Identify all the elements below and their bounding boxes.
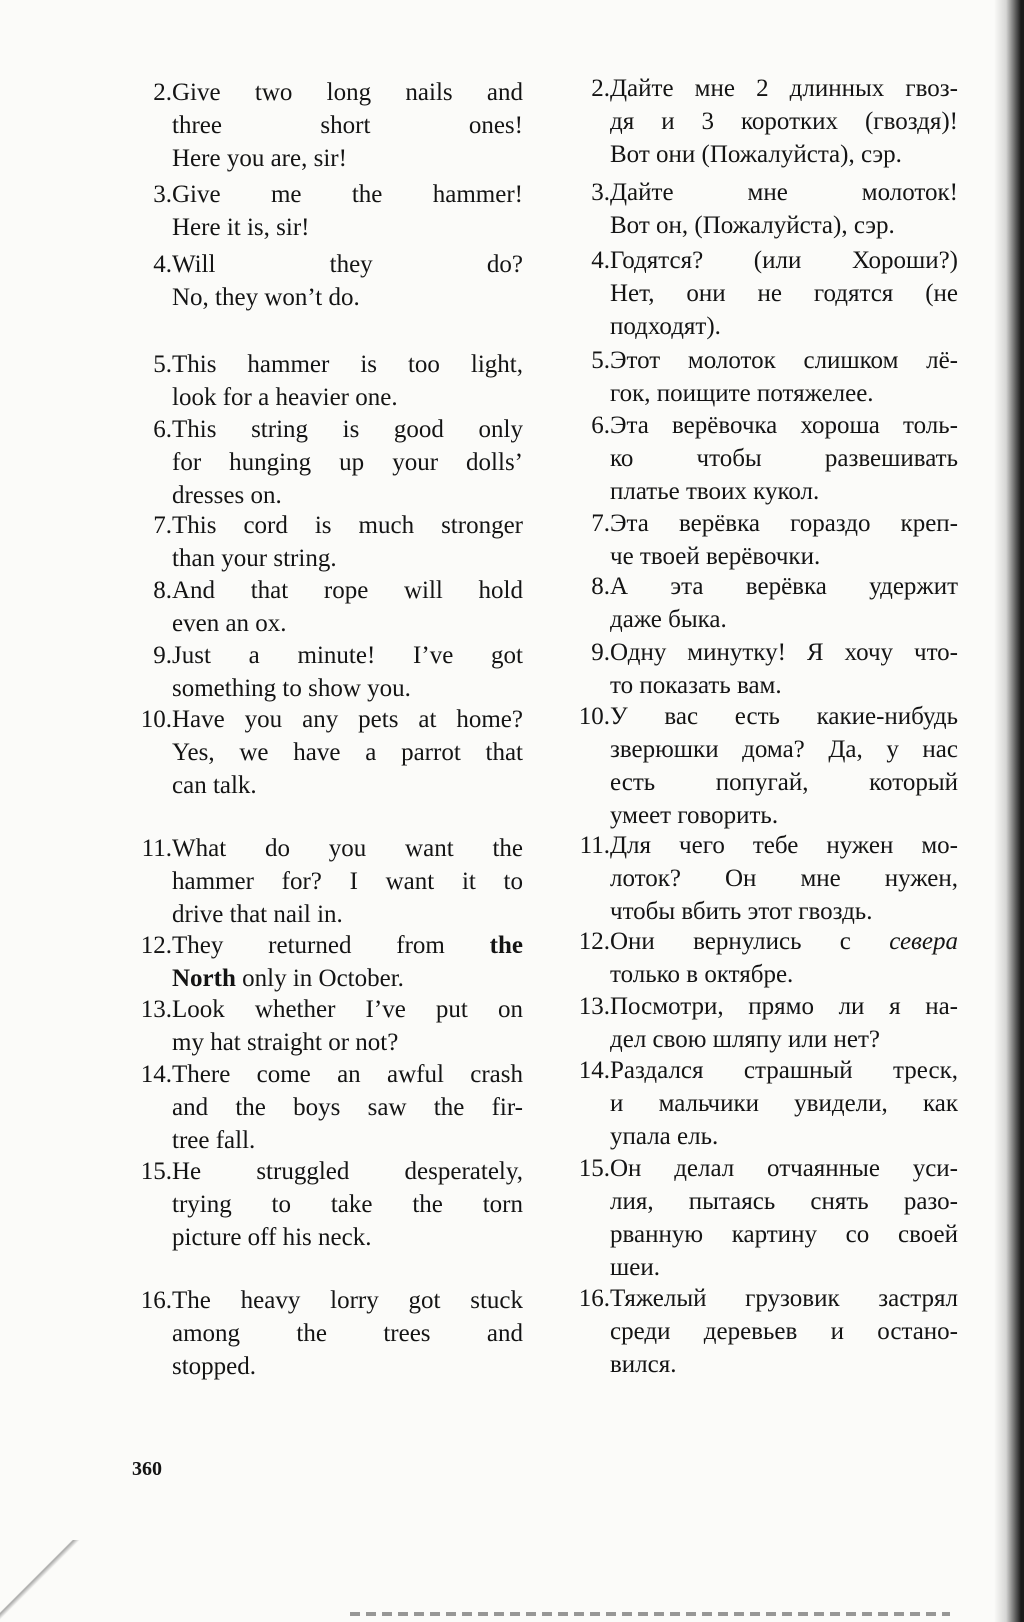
text-line: упала ель. <box>610 1123 719 1150</box>
text-line: tree fall. <box>172 1127 256 1154</box>
entry-number: 3. <box>591 179 610 206</box>
entry-text <box>172 832 523 931</box>
text-line: among the trees and <box>172 1320 523 1347</box>
text-line: шеи. <box>610 1254 660 1281</box>
entry-number: 6. <box>591 412 610 439</box>
entry-text <box>172 178 523 244</box>
entry-text <box>610 344 958 410</box>
entry-text <box>172 1284 523 1383</box>
text-line: and the boys saw the fir- <box>172 1094 523 1121</box>
entry-text <box>610 507 958 573</box>
text-line: лоток? Он мне нужен, <box>610 865 958 892</box>
entry-number: 8. <box>153 577 172 604</box>
entry-text <box>172 574 523 640</box>
text-line: They returned from the <box>172 932 523 959</box>
entry-text <box>610 1054 958 1153</box>
entry-text <box>172 248 523 314</box>
entry-text <box>610 925 958 991</box>
text-line: look for a heavier one. <box>172 384 398 411</box>
text-line: Они вернулись с севера <box>610 928 958 955</box>
text-line: my hat straight or not? <box>172 1029 399 1056</box>
text-line: ко чтобы развешивать <box>610 445 958 472</box>
text-line: This hammer is too light, <box>172 351 523 378</box>
entry-number: 16. <box>578 1285 610 1312</box>
text-line: No, they won’t do. <box>172 284 360 311</box>
text-line: подходят). <box>610 313 721 340</box>
entry-number: 8. <box>591 573 610 600</box>
entry-text <box>610 409 958 508</box>
entry-text <box>610 1152 958 1284</box>
entry-number: 7. <box>153 512 172 539</box>
text-line: Give me the hammer! <box>172 181 523 208</box>
text-line: Эта верёвочка хороша толь- <box>610 412 958 439</box>
text-line: dresses on. <box>172 482 282 509</box>
entry-number: 13. <box>578 993 610 1020</box>
entry-number: 9. <box>153 642 172 669</box>
entry-number: 4. <box>591 247 610 274</box>
text-line: Эта верёвка гораздо креп- <box>610 510 958 537</box>
text-line: Вот они (Пожалуйста), сэр. <box>610 141 902 168</box>
text-line: Годятся? (или Хороши?) <box>610 247 958 274</box>
entry-number: 12. <box>140 932 172 959</box>
text-line: Нет, они не годятся (не <box>610 280 958 307</box>
entry-number: 9. <box>591 639 610 666</box>
text-line: He struggled desperately, <box>172 1158 523 1185</box>
text-line: Посмотри, прямо ли я на- <box>610 993 958 1020</box>
text-line: And that rope will hold <box>172 577 523 604</box>
text-line: Yes, we have a parrot that <box>172 739 523 766</box>
scan-smudge <box>350 1612 950 1616</box>
page-number: 360 <box>132 1458 162 1480</box>
entry-text <box>610 570 958 636</box>
entry-number: 3. <box>153 181 172 208</box>
text-line: дя и 3 коротких (гвоздя)! <box>610 108 958 135</box>
entry-text <box>172 1155 523 1254</box>
text-line: дел свою шляпу или нет? <box>610 1026 881 1053</box>
text-line: North only in October. <box>172 965 404 992</box>
entry-number: 5. <box>153 351 172 378</box>
entry-text <box>610 176 958 242</box>
entry-text <box>172 639 523 705</box>
entry-text <box>610 990 958 1056</box>
entry-text <box>172 76 523 175</box>
entry-number: 7. <box>591 510 610 537</box>
text-line: гок, поищите потяжелее. <box>610 380 874 407</box>
text-line: только в октябре. <box>610 961 794 988</box>
text-line: есть попугай, который <box>610 769 958 796</box>
text-line: drive that nail in. <box>172 901 343 928</box>
text-line: than your string. <box>172 545 337 572</box>
text-line: hammer for? I want it to <box>172 868 523 895</box>
text-line: This string is good only <box>172 416 523 443</box>
text-line: че твоей верёвочки. <box>610 543 821 570</box>
text-line: stopped. <box>172 1353 257 1380</box>
entry-text <box>172 993 523 1059</box>
entry-number: 15. <box>578 1155 610 1182</box>
text-line: Дайте мне молоток! <box>610 179 958 206</box>
text-line: и мальчики увидели, как <box>610 1090 958 1117</box>
entry-text <box>610 244 958 343</box>
text-line: Here it is, sir! <box>172 214 310 241</box>
entry-number: 15. <box>140 1158 172 1185</box>
entry-text <box>610 700 958 832</box>
entry-text <box>610 72 958 171</box>
entry-number: 13. <box>140 996 172 1023</box>
text-line: This cord is much stronger <box>172 512 523 539</box>
text-line: Он делал отчаянные уси- <box>610 1155 958 1182</box>
text-line: something to show you. <box>172 675 411 702</box>
text-line: What do you want the <box>172 835 523 862</box>
text-line: Для чего тебе нужен мо- <box>610 832 958 859</box>
text-line: А эта верёвка удержит <box>610 573 958 600</box>
text-line: Look whether I’ve put on <box>172 996 523 1023</box>
text-line: for hunging up your dolls’ <box>172 449 523 476</box>
text-line: Have you any pets at home? <box>172 706 523 733</box>
text-line: Этот молоток слишком лё- <box>610 347 958 374</box>
entry-text <box>172 348 523 414</box>
entry-number: 14. <box>578 1057 610 1084</box>
text-line: The heavy lorry got stuck <box>172 1287 523 1314</box>
entry-text <box>172 929 523 995</box>
entry-number: 12. <box>578 928 610 955</box>
text-line: умеет говорить. <box>610 802 779 829</box>
entry-number: 10. <box>140 706 172 733</box>
text-line: даже быка. <box>610 606 727 633</box>
text-line: зверюшки дома? Да, у нас <box>610 736 958 763</box>
entry-number: 5. <box>591 347 610 374</box>
entry-number: 14. <box>140 1061 172 1088</box>
text-line: рванную картину со своей <box>610 1221 958 1248</box>
page-edge-shadow <box>994 0 1024 1622</box>
text-line: three short ones! <box>172 112 523 139</box>
text-line: лия, пытаясь снять разо- <box>610 1188 958 1215</box>
text-line: Just a minute! I’ve got <box>172 642 523 669</box>
text-line: Will they do? <box>172 251 523 278</box>
entry-text <box>610 1282 958 1381</box>
entry-text <box>172 413 523 512</box>
text-line: Here you are, sir! <box>172 145 347 172</box>
text-line: picture off his neck. <box>172 1224 372 1251</box>
entry-number: 11. <box>579 832 610 859</box>
text-line: There come an awful crash <box>172 1061 523 1088</box>
text-line: платье твоих кукол. <box>610 478 820 505</box>
text-line: среди деревьев и остано- <box>610 1318 958 1345</box>
text-line: even an ox. <box>172 610 287 637</box>
entry-text <box>172 509 523 575</box>
text-line: У вас есть какие-нибудь <box>610 703 958 730</box>
text-line: Дайте мне 2 длинных гвоз- <box>610 75 958 102</box>
text-line: trying to take the torn <box>172 1191 523 1218</box>
entry-number: 10. <box>578 703 610 730</box>
entry-number: 6. <box>153 416 172 443</box>
text-line: Одну минутку! Я хочу что- <box>610 639 958 666</box>
entry-number: 11. <box>141 835 172 862</box>
text-line: Give two long nails and <box>172 79 523 106</box>
entry-number: 2. <box>153 79 172 106</box>
entry-number: 2. <box>591 75 610 102</box>
entry-text <box>172 1058 523 1157</box>
text-line: чтобы вбить этот гвоздь. <box>610 898 873 925</box>
text-line: can talk. <box>172 772 257 799</box>
text-line: Тяжелый грузовик застрял <box>610 1285 958 1312</box>
scan-corner-mark <box>0 1540 80 1620</box>
entry-text <box>610 829 958 928</box>
text-line: Вот он, (Пожалуйста), сэр. <box>610 212 895 239</box>
entry-text <box>172 703 523 802</box>
text-line: то показать вам. <box>610 672 782 699</box>
entry-text <box>610 636 958 702</box>
entry-number: 4. <box>153 251 172 278</box>
text-line: вился. <box>610 1351 677 1378</box>
text-line: Раздался страшный треск, <box>610 1057 958 1084</box>
entry-number: 16. <box>140 1287 172 1314</box>
